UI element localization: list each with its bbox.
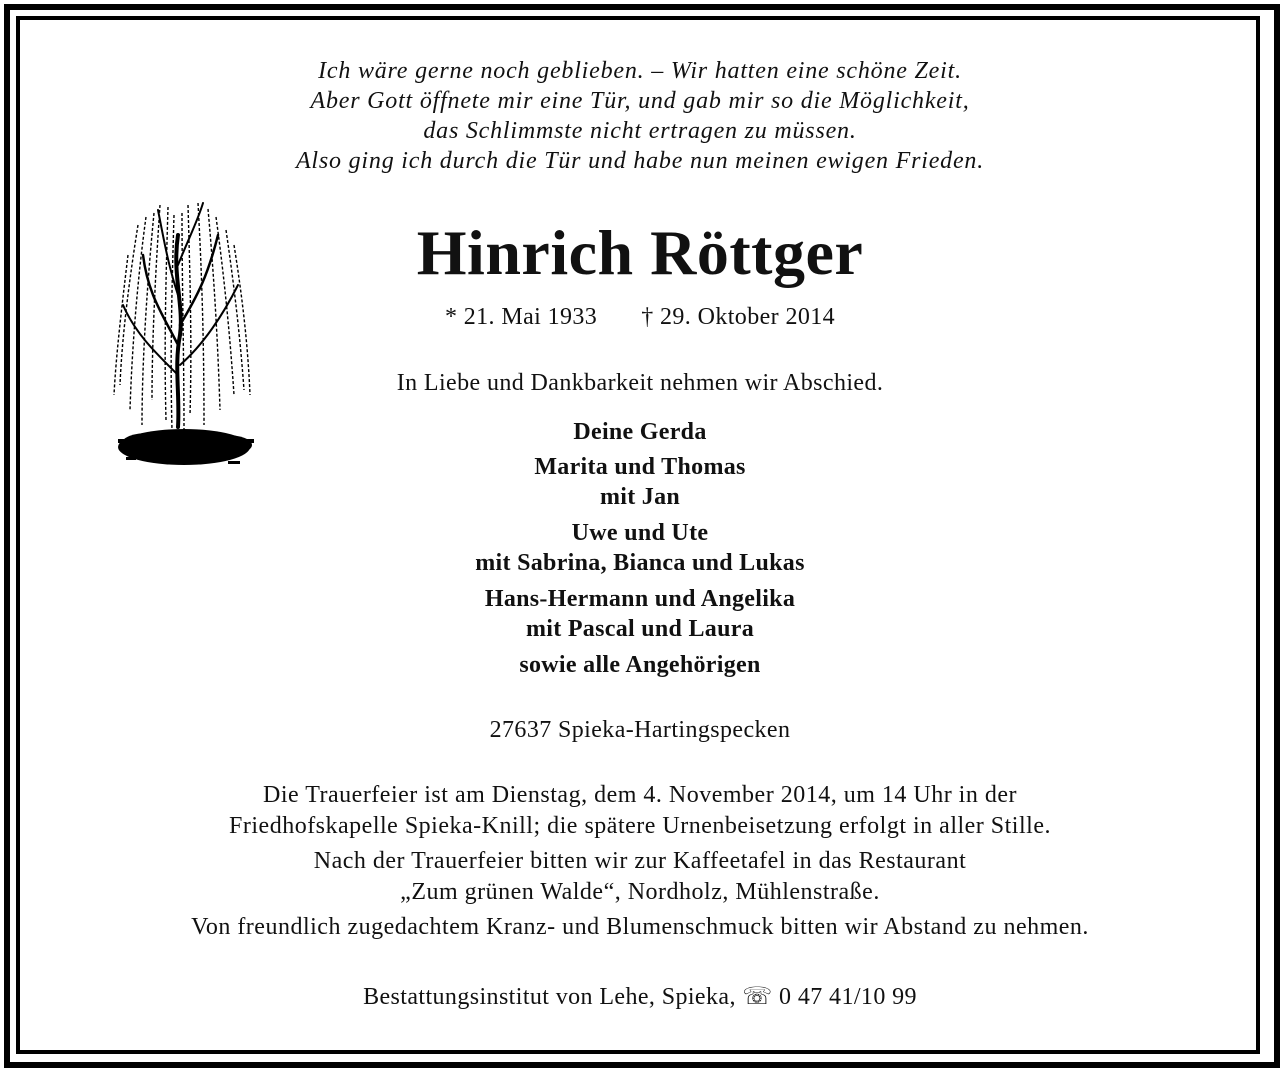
poem-line: das Schlimmste nicht ertragen zu müssen.: [423, 118, 857, 144]
notice-line: Friedhofskapelle Spieka-Knill; die spätere Urnenbeisetzung erfolgt in aller Stille.: [229, 813, 1051, 839]
funeral-home-line: Bestattungsinstitut von Lehe, Spieka, ☏ 0 47 41/10 99: [363, 984, 917, 1010]
notice-paragraph: [0, 846, 1280, 908]
mourner-group: [0, 584, 1280, 644]
farewell-line: In Liebe und Dankbarkeit nehmen wir Abschied.: [396, 370, 884, 396]
mourner-line: mit Sabrina, Bianca und Lukas: [475, 550, 805, 576]
notice-line: Nach der Trauerfeier bitten wir zur Kaffeetafel in das Restaurant: [313, 848, 967, 874]
deceased-name: Hinrich Röttger: [416, 217, 864, 288]
death-date: † 29. Oktober 2014: [641, 304, 836, 330]
mourner-line: Hans-Hermann und Angelika: [484, 586, 796, 612]
mourner-group: [0, 518, 1280, 578]
mourner-line: mit Jan: [599, 484, 681, 510]
poem-line: Aber Gott öffnete mir eine Tür, und gab mir so die Möglichkeit,: [310, 88, 970, 114]
mourner-line: mit Pascal und Laura: [525, 616, 755, 642]
mourner-group: [0, 417, 1280, 447]
life-dates: [0, 300, 1280, 334]
mourner-line: sowie alle Angehörigen: [519, 652, 761, 678]
mourner-group: [0, 452, 1280, 512]
notice-line: Die Trauerfeier ist am Dienstag, dem 4. November 2014, um 14 Uhr in der: [262, 782, 1017, 808]
mourners-list: [0, 417, 1280, 685]
birth-date: * 21. Mai 1933: [444, 304, 598, 330]
poem-line: Also ging ich durch die Tür und habe nun meinen ewigen Frieden.: [295, 148, 985, 174]
funeral-notices: [0, 780, 1280, 947]
mourner-line: Marita und Thomas: [534, 454, 746, 480]
place-line: 27637 Spieka-Hartingspecken: [489, 717, 791, 743]
mourner-line: Deine Gerda: [573, 419, 707, 445]
poem: [0, 56, 1280, 176]
poem-line: Ich wäre gerne noch geblieben. – Wir hatten eine schöne Zeit.: [318, 58, 962, 84]
notice-line: Von freundlich zugedachtem Kranz- und Blumenschmuck bitten wir Abstand zu nehmen.: [191, 914, 1089, 940]
mourner-line: Uwe und Ute: [571, 520, 709, 546]
notice-paragraph: [0, 780, 1280, 842]
notice-line: „Zum grünen Walde“, Nordholz, Mühlenstraße.: [400, 879, 880, 905]
notice-paragraph: [0, 912, 1280, 943]
mourner-group: [0, 650, 1280, 680]
